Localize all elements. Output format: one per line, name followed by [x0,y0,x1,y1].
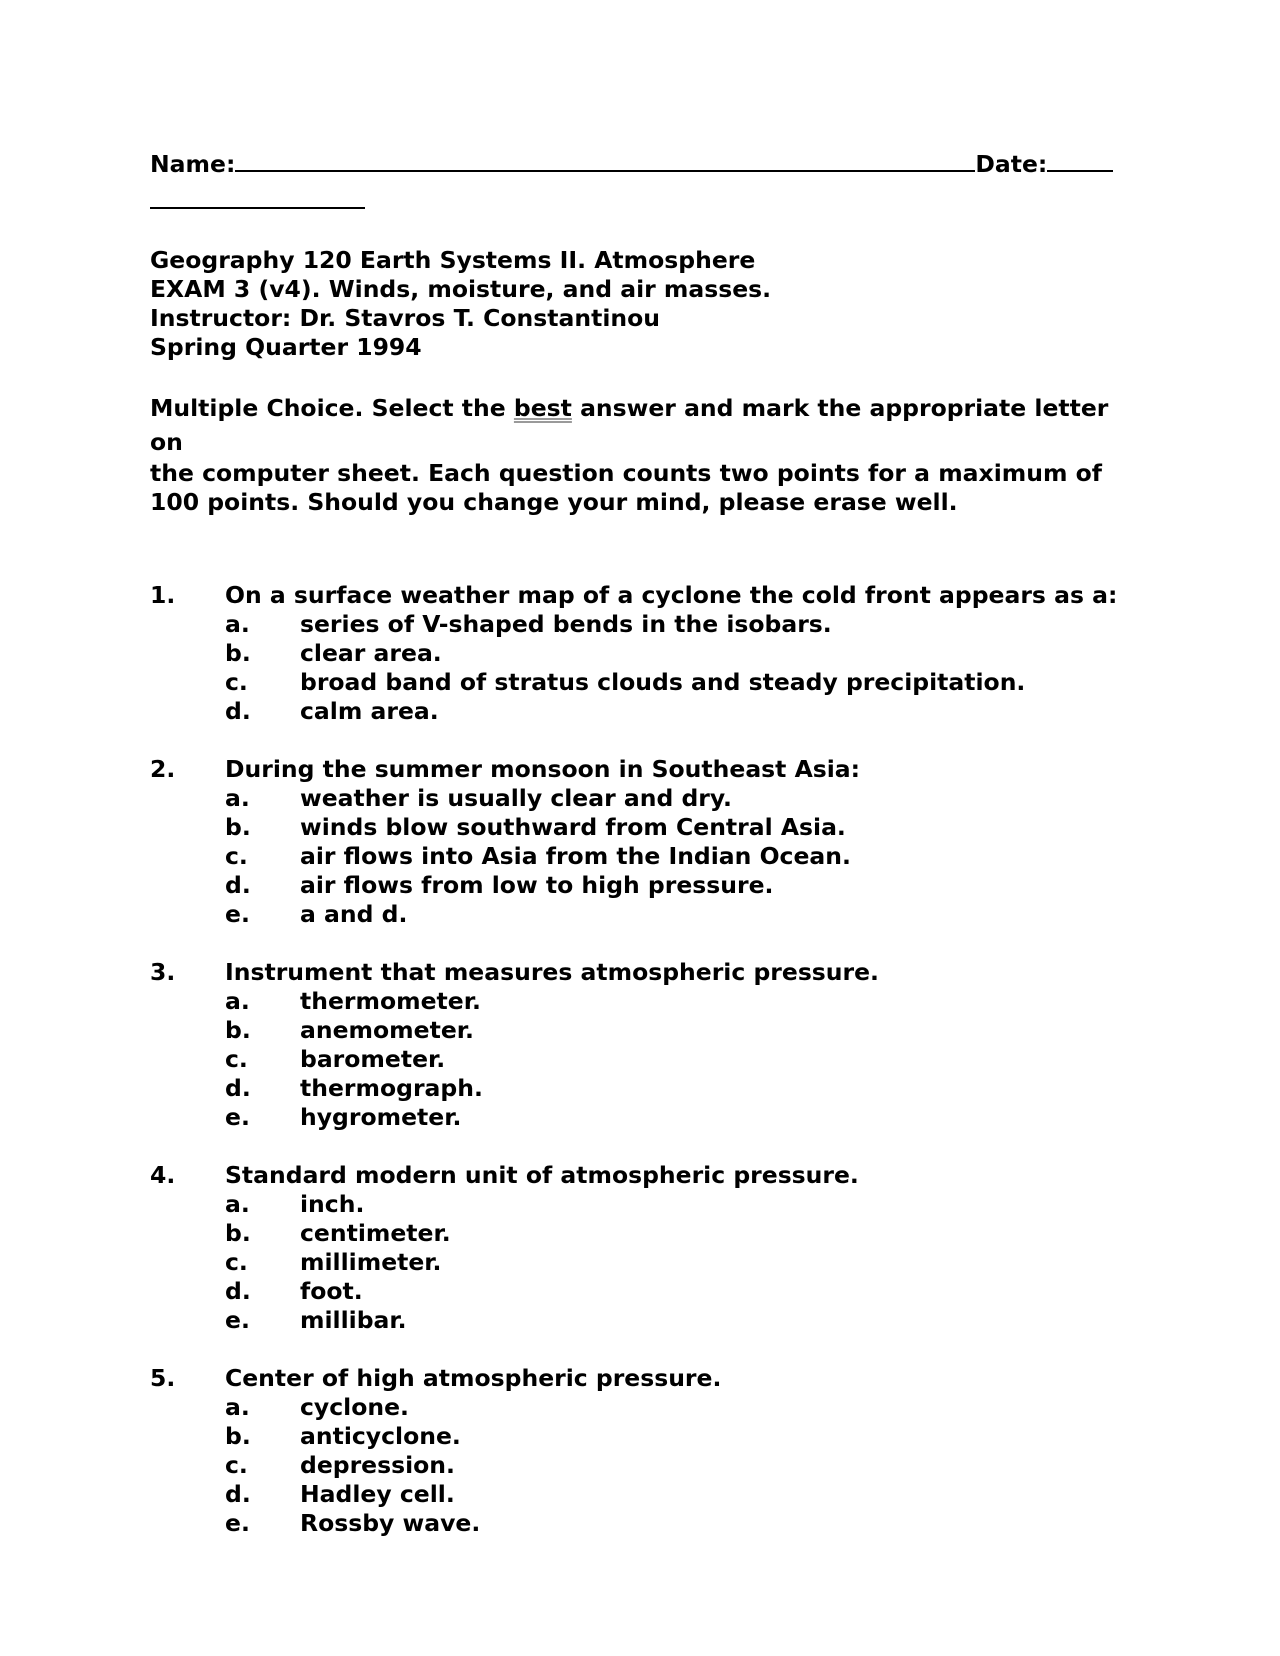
option-letter: e. [225,1306,250,1334]
question-4 [150,1161,1140,1335]
option-letter: e. [225,900,250,928]
answer-option [150,1480,1140,1509]
question-3 [150,958,1140,1132]
option-text: anemometer. [300,1016,474,1044]
option-text: barometer. [300,1045,446,1073]
option-letter: c. [225,1045,248,1073]
question-number: 1. [150,581,176,609]
option-letter: b. [225,639,251,667]
answer-option [150,871,1140,900]
option-text: Hadley cell. [300,1480,455,1508]
answer-option [150,1045,1140,1074]
answer-option [150,1509,1140,1538]
date-blank-continued [150,185,365,209]
option-text: millibar. [300,1306,407,1334]
term-line: Spring Quarter 1994 [150,333,422,361]
course-title: Geography 120 Earth Systems II. Atmosphere [150,246,756,274]
question-1 [150,581,1140,726]
answer-option [150,1248,1140,1277]
answer-option [150,1190,1140,1219]
question-text: During the summer monsoon in Southeast Asia: [225,755,861,783]
option-text: depression. [300,1451,455,1479]
option-letter: c. [225,1451,248,1479]
question-text: Standard modern unit of atmospheric pressure. [225,1161,859,1189]
exam-header [150,246,1140,362]
instructions-line-1 [150,391,1140,459]
option-letter: e. [225,1103,250,1131]
option-letter: a. [225,784,250,812]
question-number: 2. [150,755,176,783]
answer-option [150,900,1140,929]
option-text: air flows from low to high pressure. [300,871,774,899]
answer-option [150,1103,1140,1132]
option-letter: d. [225,1074,251,1102]
date-blank-continued-row [150,179,1140,216]
exam-page [150,148,1140,1567]
answer-option [150,668,1140,697]
answer-option [150,1016,1140,1045]
question-list [150,581,1140,1538]
answer-option [150,1306,1140,1335]
answer-option [150,610,1140,639]
option-letter: c. [225,1248,248,1276]
instructions [150,391,1140,517]
question-number: 4. [150,1161,176,1189]
answer-option [150,1219,1140,1248]
option-text: hygrometer. [300,1103,462,1131]
option-letter: b. [225,1016,251,1044]
option-text: foot. [300,1277,363,1305]
option-text: air flows into Asia from the Indian Ocean. [300,842,851,870]
question-2 [150,755,1140,929]
option-letter: d. [225,697,251,725]
instructions-post: answer and mark the appropriate letter on [150,394,1109,456]
instructions-pre: Multiple Choice. Select the [150,394,514,422]
option-text: cyclone. [300,1393,409,1421]
date-blank [1047,148,1113,172]
option-text: winds blow southward from Central Asia. [300,813,846,841]
option-text: series of V-shaped bends in the isobars. [300,610,832,638]
option-letter: a. [225,987,250,1015]
option-text: anticyclone. [300,1422,461,1450]
option-letter: a. [225,1190,250,1218]
answer-option [150,987,1140,1016]
option-letter: b. [225,813,251,841]
answer-option [150,1393,1140,1422]
answer-option [150,784,1140,813]
option-letter: b. [225,1219,251,1247]
instructions-emphasis: best [513,394,572,422]
answer-option [150,1074,1140,1103]
option-letter: d. [225,1277,251,1305]
answer-option [150,697,1140,726]
question-text: Center of high atmospheric pressure. [225,1364,722,1392]
question-text: Instrument that measures atmospheric pressure. [225,958,879,986]
name-date-line [150,148,1140,179]
instructor-line: Instructor: Dr. Stavros T. Constantinou [150,304,660,332]
answer-option [150,1277,1140,1306]
option-text: millimeter. [300,1248,442,1276]
option-letter: a. [225,1393,250,1421]
date-label: Date: [975,150,1048,178]
option-letter: d. [225,1480,251,1508]
option-letter: e. [225,1509,250,1537]
option-text: a and d. [300,900,408,928]
option-text: centimeter. [300,1219,451,1247]
option-text: calm area. [300,697,439,725]
question-number: 5. [150,1364,176,1392]
option-text: clear area. [300,639,442,667]
answer-option [150,813,1140,842]
option-letter: b. [225,1422,251,1450]
exam-title: EXAM 3 (v4). Winds, moisture, and air masses. [150,275,772,303]
option-text: inch. [300,1190,365,1218]
answer-option [150,639,1140,668]
answer-option [150,1451,1140,1480]
option-text: broad band of stratus clouds and steady precipitation. [300,668,1026,696]
question-number: 3. [150,958,176,986]
option-text: thermometer. [300,987,481,1015]
option-letter: a. [225,610,250,638]
option-letter: c. [225,668,248,696]
option-text: thermograph. [300,1074,483,1102]
instructions-line-2: the computer sheet. Each question counts two points for a maximum of 100 points. Should you change your mind, please erase well. [150,459,1103,516]
option-text: weather is usually clear and dry. [300,784,732,812]
answer-option [150,842,1140,871]
option-letter: d. [225,871,251,899]
question-text: On a surface weather map of a cyclone the cold front appears as a: [225,581,1118,609]
option-text: Rossby wave. [300,1509,481,1537]
option-letter: c. [225,842,248,870]
question-5 [150,1364,1140,1538]
name-blank [235,148,975,172]
name-label: Name: [150,150,236,178]
answer-option [150,1422,1140,1451]
